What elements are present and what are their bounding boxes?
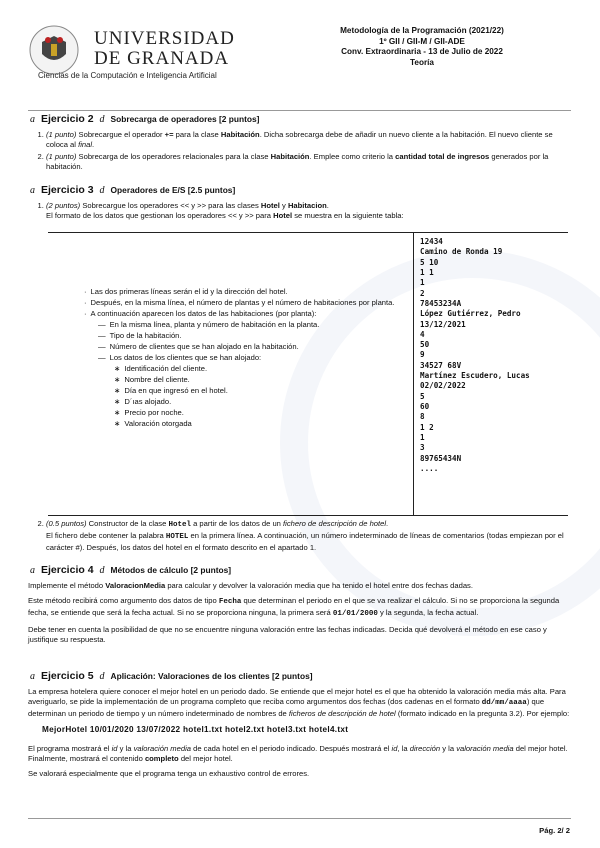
list-item: — Número de clientes que se han alojado en la habitación. — [84, 342, 411, 352]
data-line: 60 — [420, 402, 430, 411]
data-line: 2 — [420, 288, 425, 298]
page-header — [22, 20, 582, 90]
bullet-icon: d — [99, 185, 105, 196]
bullet-icon: d — [99, 565, 105, 576]
bullet-icon: d — [99, 114, 105, 125]
exercise-4-title: a Ejercicio 4 d Métodos de cálculo [2 puntos] — [30, 564, 232, 576]
list-item: 2. (1 punto) Sobrecarga de los operadores relacionales para la clase Habitación. Emplee como criterio la cantidad total de ingresos generados por la habitación. — [46, 152, 572, 172]
page-number: Pág. 2/ 2 — [539, 826, 570, 835]
data-line: 89765434N — [420, 453, 462, 463]
data-line: 4 — [420, 329, 425, 339]
paragraph: Debe tener en cuenta la posibilidad de que no se encuentre ninguna valoración entre las fechas indicadas. Decida qué devolverá el método en ese caso y justifique su respuesta. — [28, 624, 547, 644]
format-example-data — [420, 237, 565, 474]
data-line: 5 10 — [420, 257, 439, 267]
data-line: Camino de Ronda 19 — [420, 247, 503, 257]
course-name: Metodología de la Programación (2021/22) — [340, 26, 504, 35]
list-item: · Después, en la misma línea, el número de plantas y el número de habitaciones por planta. — [84, 298, 411, 308]
divider — [28, 110, 571, 111]
paragraph: El programa mostrará el id y la valoración media de cada hotel en el periodo indicado. Después mostrará el id, la dirección y la valoración media del mejor hotel. Finalmente, mostrará el contenido completo del mejor hotel. — [28, 743, 568, 763]
command-example: MejorHotel 10/01/2020 13/07/2022 hotel1.txt hotel2.txt hotel3.txt hotel4.txt — [42, 724, 349, 734]
list-item: — Los datos de los clientes que se han alojado: — [84, 353, 411, 363]
list-item: ∗ Día en que ingresó en el hotel. — [84, 386, 411, 396]
paragraph: Este método recibirá como argumento dos datos de tipo Fecha que determinan el periodo en el que se va realizar el cálculo. Si no se proporciona la segunda fecha, se entiende que será la fecha actual. Si no se proporciona ninguna, la primera será 01/01/2000 y la segunda, la fecha actual. — [28, 595, 560, 618]
list-item: — Tipo de la habitación. — [84, 331, 411, 341]
list-item: ∗ Identificación del cliente. — [84, 364, 411, 374]
exercise-2-items — [30, 130, 572, 172]
list-item: · A continuación aparecen los datos de las habitaciones (por planta): — [84, 309, 411, 319]
data-line: .... — [420, 463, 439, 473]
exercise-3 — [30, 184, 572, 223]
exercise-5 — [30, 670, 572, 784]
list-item: ∗ Nombre del cliente. — [84, 375, 411, 385]
exercise-3-item-2 — [30, 519, 572, 555]
list-item: — En la misma línea, planta y número de habitación en la planta. — [84, 320, 411, 330]
data-line: Martínez Escudero, Lucas — [420, 371, 530, 381]
data-line: 50 — [420, 340, 430, 350]
university-name-line2: DE GRANADA — [94, 48, 230, 69]
list-item: ∗ Valoración otorgada — [84, 419, 411, 429]
department-name: Ciencias de la Computación e Inteligencia Artificial — [38, 71, 217, 80]
university-crest-icon — [28, 24, 80, 76]
groups: 1º GII / GII-M / GII-ADE — [379, 36, 465, 46]
exam-info — [272, 26, 572, 68]
paragraph: Implemente el método ValoracionMedia para calcular y devolver la valoración media que ha tenido el hotel entre dos fechas dadas. — [28, 580, 473, 590]
data-line: 9 — [420, 350, 425, 360]
data-line: 3 — [420, 443, 425, 453]
format-description — [48, 233, 414, 515]
divider — [28, 818, 571, 819]
data-line: 34527 68V — [420, 360, 462, 370]
bullet-icon: a — [30, 671, 35, 682]
data-line: 1 2 — [420, 422, 434, 432]
bullet-icon: a — [30, 185, 35, 196]
list-item: 1. (1 punto) Sobrecargue el operador += para la clase Habitación. Dicha sobrecarga debe de añadir un nuevo cliente a la habitación. El nuevo cliente se coloca al final. — [46, 130, 572, 150]
university-name-line1: UNIVERSIDAD — [94, 28, 235, 49]
data-line: 1 1 — [420, 267, 434, 277]
exercise-5-title: a Ejercicio 5 d Aplicación: Valoraciones de los clientes [2 puntos] — [30, 670, 313, 682]
paragraph: Se valorará especialmente que el programa tenga un exhaustivo control de errores. — [28, 768, 310, 778]
exercise-2-title: a Ejercicio 2 d Sobrecarga de operadores [2 puntos] — [30, 113, 260, 125]
format-table — [48, 232, 568, 516]
exercise-3-item-1 — [30, 201, 572, 221]
data-line: 12434 — [420, 237, 443, 246]
data-line: 02/02/2022 — [420, 381, 466, 391]
data-line: 1 — [420, 278, 425, 288]
bullet-icon: d — [99, 671, 105, 682]
data-line: 1 — [420, 432, 425, 442]
exam-part: Teoría — [410, 57, 434, 67]
list-item: 2. (0.5 puntos) Constructor de la clase Hotel a partir de los datos de un fichero de descripción de hotel. El fichero debe contener la palabra HOTEL en la primera línea. A continuación, un número indeterminado de líneas de comentarios (todas empiezan por el carácter #). Después, los datos del hotel en el formato descrito en el apartado 1. — [46, 519, 572, 553]
list-item: 1. (2 puntos) Sobrecargue los operadores << y >> para las clases Hotel y Habitacion. El formato de los datos que gestionan los operadores << y >> para Hotel se muestra en la siguiente tabla: — [46, 201, 572, 221]
exercise-2 — [30, 113, 572, 174]
list-item: · Las dos primeras líneas serán el id y la dirección del hotel. — [84, 287, 411, 297]
data-line: López Gutiérrez, Pedro — [420, 309, 521, 319]
data-line: 78453234A — [420, 298, 462, 308]
exam-date: Conv. Extraordinaria - 13 de Julio de 2022 — [341, 47, 503, 56]
bullet-icon: a — [30, 114, 35, 125]
data-line: 8 — [420, 412, 425, 422]
paragraph: La empresa hotelera quiere conocer el mejor hotel en un periodo dado. Se entiende que el mejor hotel es el que ha obtenido la valoración media más alta. Para averiguarlo, se pide la implementación de un programa completo que reciba como argumentos dos fechas (dos cadenas en el formato dd/mm/aaaa) que determinan un periodo de tiempo y un número indeterminado de nombres de ficheros de descripción de hotel (formato indicado en la pregunta 3.2). Por ejemplo: — [28, 686, 570, 718]
list-item: ∗ Precio por noche. — [84, 408, 411, 418]
bullet-icon: a — [30, 565, 35, 576]
data-line: 13/12/2021 — [420, 319, 466, 329]
exercise-4 — [30, 564, 572, 650]
data-line: 5 — [420, 391, 425, 401]
exercise-3-title: a Ejercicio 3 d Operadores de E/S [2.5 puntos] — [30, 184, 236, 196]
list-item: ∗ D´ıas alojado. — [84, 397, 411, 407]
